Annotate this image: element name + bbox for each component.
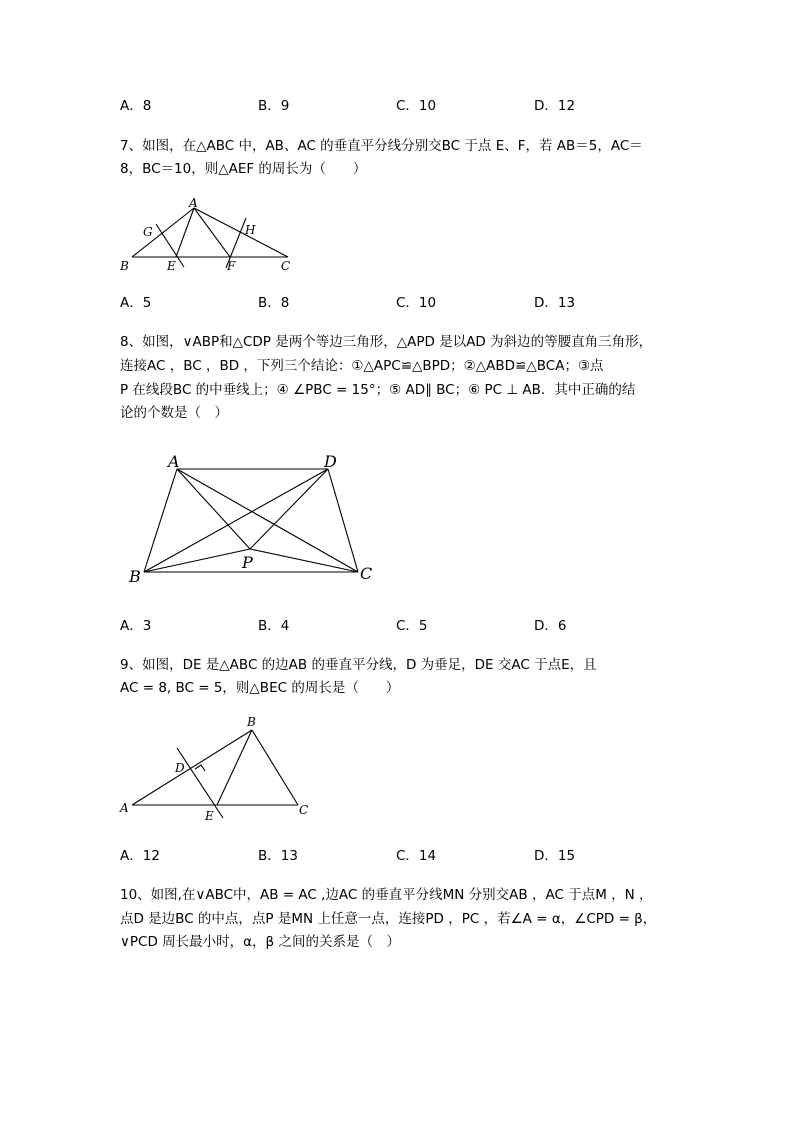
q9-bisector-de [177, 748, 223, 818]
q7-options [120, 293, 720, 313]
q9-options [120, 846, 720, 866]
q6-options [120, 96, 720, 116]
q9-option-d[interactable]: D．15 [534, 848, 576, 864]
q9-right-angle-mark [195, 765, 205, 771]
q9-label-b: B [247, 715, 256, 729]
q7-label-b: B [120, 259, 129, 273]
q8-segment-dc [328, 469, 358, 572]
q7-label-h: H [245, 223, 256, 237]
q9-option-c[interactable]: C．14 [396, 848, 437, 864]
q7-segment-af [194, 208, 230, 257]
q8-label-a: A [168, 452, 180, 471]
q7-option-a[interactable]: A．5 [120, 295, 152, 311]
q9-label-e: E [205, 809, 214, 823]
q8-segment-cp [250, 549, 358, 572]
q9-label-d: D [175, 761, 185, 775]
q9-option-a[interactable]: A．12 [120, 848, 160, 864]
q7-text-line-1: 7、如图，在△ABC 中，AB、AC 的垂直平分线分别交BC 于点 E、F，若 AB＝5，AC＝ [120, 138, 643, 154]
q8-text-line-4: 论的个数是（ ） [120, 405, 228, 421]
q9-segment-bc [252, 730, 298, 805]
q9-figure [115, 712, 325, 827]
q8-options [120, 616, 720, 636]
q7-label-c: C [281, 259, 291, 273]
q9-label-a: A [120, 801, 129, 815]
q7-option-b[interactable]: B．8 [258, 295, 290, 311]
q6-option-c[interactable]: C．10 [396, 98, 437, 114]
q8-text-line-1: 8、如图，∨ABP和△CDP 是两个等边三角形，△APD 是以AD 为斜边的等腰直角三角形， [120, 334, 653, 350]
q8-label-c: C [360, 564, 373, 583]
q6-option-a[interactable]: A．8 [120, 98, 152, 114]
q7-label-e: E [167, 259, 176, 273]
q8-segment-dp [250, 469, 328, 549]
q7-option-c[interactable]: C．10 [396, 295, 437, 311]
q8-option-a[interactable]: A．3 [120, 618, 152, 634]
q8-label-p: P [242, 553, 253, 572]
q10-text-line-2: 点D 是边BC 的中点，点P 是MN 上任意一点，连接PD ，PC ，若∠A = α，∠CPD = β， [120, 911, 657, 927]
q9-text-line-1: 9、如图，DE 是△ABC 的边AB 的垂直平分线，D 为垂足，DE 交AC 于点E，且 [120, 657, 597, 673]
q8-segment-ac [177, 469, 358, 572]
q7-option-d[interactable]: D．13 [534, 295, 576, 311]
q9-label-c: C [299, 803, 309, 817]
q9-option-b[interactable]: B．13 [258, 848, 298, 864]
q7-figure [110, 190, 310, 280]
q8-label-b: B [129, 567, 141, 586]
q9-text-line-2: AC = 8, BC = 5，则△BEC 的周长是（ ） [120, 680, 400, 696]
q7-segment-ac [194, 208, 288, 257]
q8-option-d[interactable]: D．6 [534, 618, 567, 634]
q6-option-b[interactable]: B．9 [258, 98, 290, 114]
q8-option-b[interactable]: B．4 [258, 618, 290, 634]
q8-option-c[interactable]: C．5 [396, 618, 428, 634]
q8-segment-bp [144, 549, 250, 572]
q8-text-line-2: 连接AC ，BC ，BD ，下列三个结论：①△APC≌△BPD；②△ABD≌△BCA；③点 [120, 358, 604, 374]
q10-text-line-3: ∨PCD 周长最小时，α，β 之间的关系是（ ） [120, 934, 400, 950]
q8-segment-ap [177, 469, 250, 549]
q7-label-g: G [143, 225, 153, 239]
q8-label-d: D [324, 452, 337, 471]
q7-label-f: F [227, 259, 236, 273]
q7-label-a: A [189, 196, 198, 210]
q8-text-line-3: P 在线段BC 的中垂线上；④ ∠PBC = 15°；⑤ AD∥ BC；⑥ PC ⊥ AB．其中正确的结 [120, 382, 636, 398]
q8-figure [120, 445, 390, 590]
q7-text-line-2: 8，BC＝10，则△AEF 的周长为（ ） [120, 161, 367, 177]
q6-option-d[interactable]: D．12 [534, 98, 576, 114]
q10-text-line-1: 10、如图,在∨ABC中，AB = AC ,边AC 的垂直平分线MN 分别交AB ，AC 于点M ，N ， [120, 887, 653, 903]
